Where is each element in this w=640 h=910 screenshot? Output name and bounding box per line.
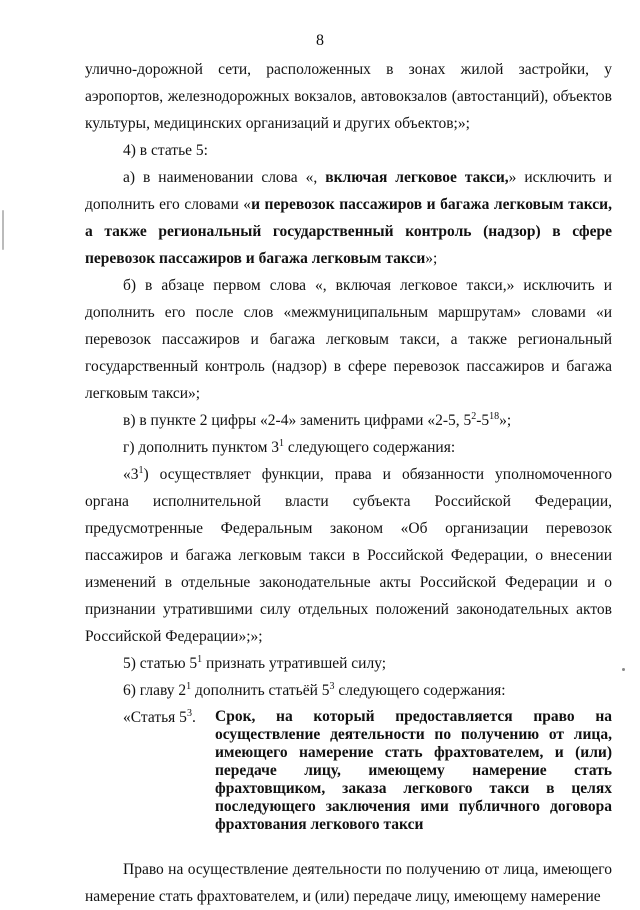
- document-body: [85, 56, 612, 910]
- paragraph-article-body: Право на осуществление деятельности по получению от лица, имеющего намерение стать фрахтователем, и (или) передаче лицу, имеющему намерение: [85, 861, 612, 905]
- page-number: 8: [316, 32, 324, 49]
- article-title: Срок, на который предоставляется право на осуществление деятельности по получению от лица, имеющего намерение стать фрахтователем, и (или) передаче лицу, имеющему намерение стать фрахтовщиком, заказа легкового такси в целях последующего заключения ими публичного договора фрахтования легкового такси: [215, 708, 612, 833]
- paragraph-item-g: г) дополнить пунктом $3^1$ следующего содержания:: [123, 438, 456, 456]
- paragraph-item-5: 5) статью $5^1$ признать утратившей силу;: [123, 654, 387, 672]
- paragraph-item-a: а) в наименовании слова «, включая легковое такси,» исключить и дополнить его словами «и перевозок пассажиров и багажа легковым такси, а также региональный государственный контроль (надзор) в сфере перевозок пассажиров и багажа легковым такси»;: [85, 169, 612, 267]
- paragraph-item-4: 4) в статье 5:: [123, 142, 208, 159]
- paragraph-item-b: б) в абзаце первом слова «, включая легковое такси,» исключить и дополнить его после слов «межмуниципальным маршрутам» словами «и перевозок пассажиров и багажа легковым такси, а также региональный государственный контроль (надзор) в сфере перевозок пассажиров и багажа легковым такси»;: [85, 277, 612, 402]
- paragraph-quote-3-1: «$3^1$) осуществляет функции, права и обязанности уполномоченного органа исполнительной власти субъекта Российской Федерации, предусмотренные Федеральным законом «Об организации перевозок пассажиров и багажа легковым такси в Российской Федерации, о внесении изменений в отдельные законодательные акты Российской Федерации и о признании утратившими силу отдельных положений законодательных актов Российской Федерации»;»;: [85, 465, 612, 645]
- paragraph-item-v: в) в пункте 2 цифры «2-4» заменить цифрами «2-5, $5^2-5^{18}$»;: [123, 411, 512, 429]
- paragraph-item-6: 6) главу $2^1$ дополнить статьёй $5^3$ следующего содержания:: [123, 681, 506, 699]
- paragraph-continuation: улично-дорожной сети, расположенных в зонах жилой застройки, у аэропортов, железнодорожных вокзалов, автовокзалов (автостанций), объектов культуры, медицинских организаций и других объектов;»;: [85, 61, 612, 132]
- scan-edge-mark: [2, 210, 4, 250]
- bold-phrase: включая легковое такси,: [325, 169, 509, 186]
- scan-speck: [622, 668, 625, 671]
- spacer: [85, 834, 612, 856]
- bold-insertion: и перевозок пассажиров и багажа легковым такси, а также региональный государственный контроль (надзор) в сфере перевозок пассажиров и багажа легковым такси: [85, 196, 612, 267]
- article-heading: [85, 704, 612, 834]
- article-label: «Статья $5^3$.: [123, 708, 196, 726]
